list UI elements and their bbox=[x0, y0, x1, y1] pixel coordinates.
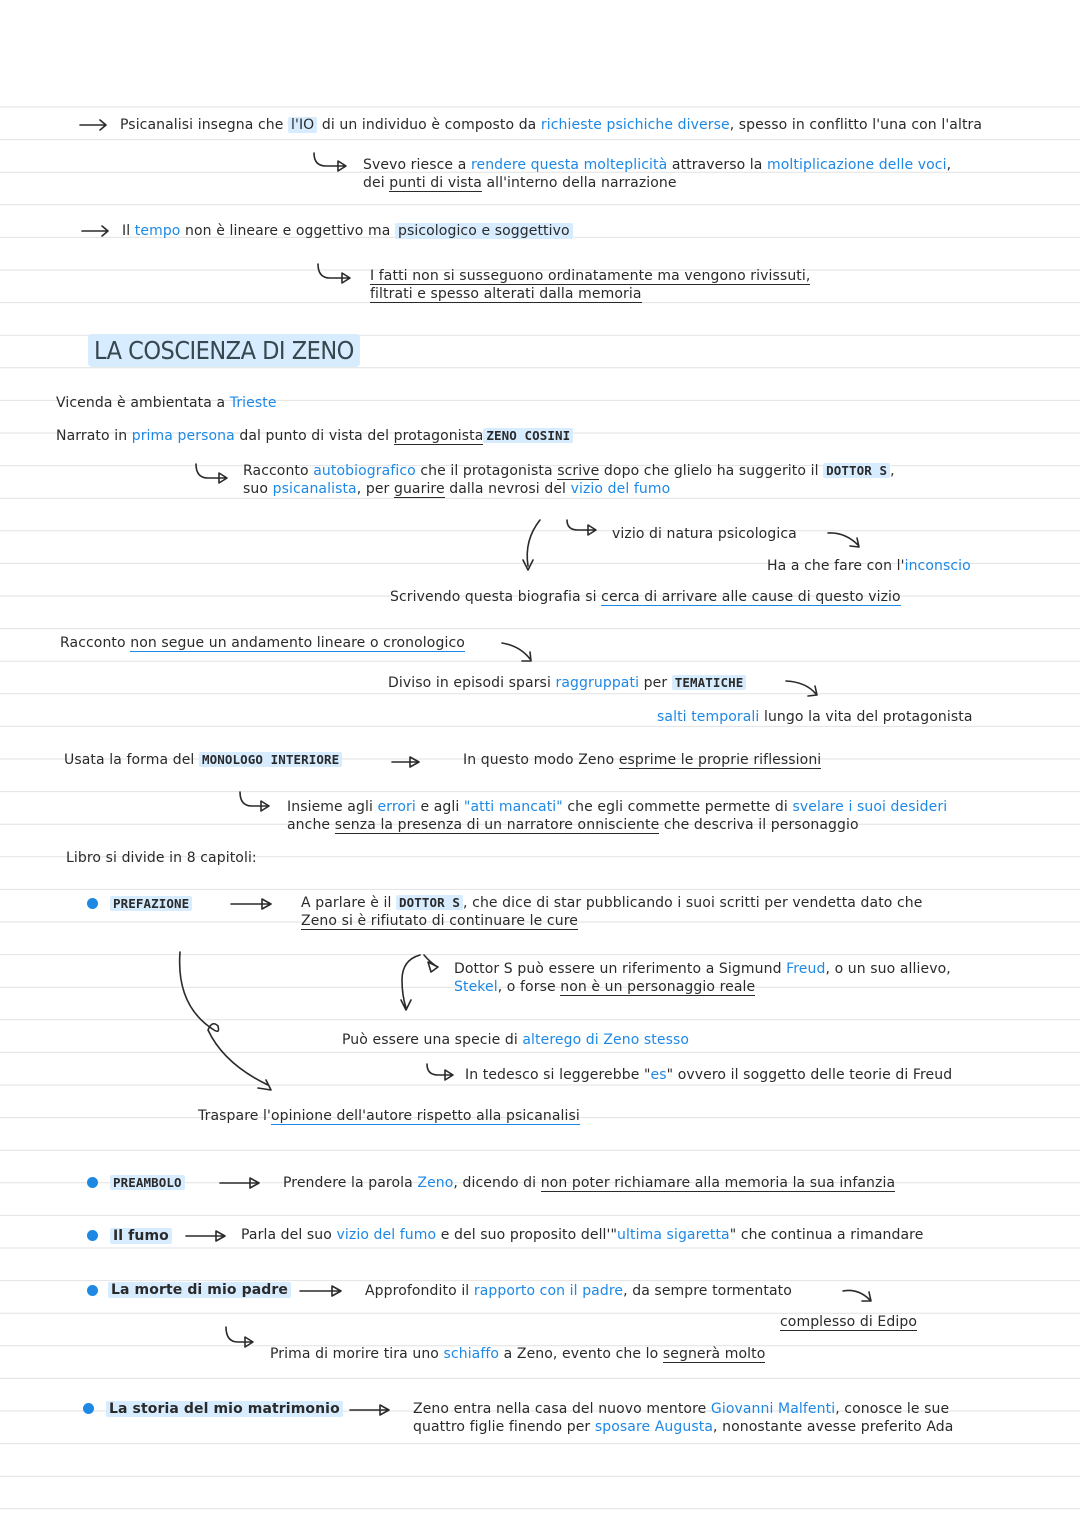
hook-arrow-icon bbox=[401, 955, 438, 1010]
line-racconto-auto: Racconto autobiografico che il protagonista scrive dopo che glielo ha suggerito il DOTTOR S , bbox=[243, 463, 895, 479]
arrow-icon bbox=[82, 226, 108, 236]
curve-arrow-icon bbox=[828, 533, 859, 547]
line-racconto-lineare: Racconto non segue un andamento lineare o cronologico bbox=[60, 635, 465, 651]
line-tempo: Il tempo non è lineare e oggettivo ma psicologico e soggettivo bbox=[122, 222, 573, 240]
hook-arrow-icon bbox=[318, 264, 350, 283]
line-prefazione-2: Zeno si è rifiutato di continuare le cure bbox=[301, 913, 578, 929]
page-title: LA COSCIENZA DI ZENO bbox=[88, 334, 360, 367]
hook-arrow-icon bbox=[240, 792, 269, 811]
line-narratore: anche senza la presenza di un narratore onnisciente che descriva il personaggio bbox=[287, 817, 859, 833]
line-monologo: Usata la forma del MONOLOGO INTERIORE bbox=[64, 751, 342, 769]
hook-arrow-icon bbox=[314, 153, 346, 171]
line-preambolo: Prendere la parola Zeno, dicendo di non poter richiamare alla memoria la sua infanzia bbox=[283, 1175, 896, 1191]
curve-arrow-icon bbox=[502, 643, 531, 661]
line-psicanalisi: Psicanalisi insegna che l'IO di un individuo è composto da richieste psichiche diverse, spesso in conflitto l'una con l'altra bbox=[120, 117, 983, 133]
line-errori: Insieme agli errori e agli "atti mancati" che egli commette permette di svelare i suoi desideri bbox=[287, 799, 948, 815]
line-svevo: Svevo riesce a rendere questa molteplicità attraverso la moltiplicazione delle voci, bbox=[363, 157, 952, 173]
chapter-preambolo: PREAMBOLO bbox=[110, 1174, 185, 1192]
line-dottor-s-1: Dottor S può essere un riferimento a Sigmund Freud, o un suo allievo, bbox=[454, 961, 951, 977]
line-filtrati: filtrati e spesso alterati dalla memoria bbox=[370, 286, 642, 302]
chapter-morte-padre: La morte di mio padre bbox=[108, 1281, 291, 1299]
curve-down-arrow-icon bbox=[523, 520, 540, 570]
line-traspare: Traspare l'opinione dell'autore rispetto alla psicanalisi bbox=[198, 1108, 580, 1124]
chapter-fumo: Il fumo bbox=[110, 1227, 172, 1245]
line-edipo: complesso di Edipo bbox=[780, 1314, 917, 1330]
chapter-matrimonio: La storia del mio matrimonio bbox=[106, 1400, 343, 1418]
line-prefazione-1: A parlare è il DOTTOR S , che dice di star pubblicando i suoi scritti per vendetta dato che bbox=[301, 895, 923, 911]
arrow-icon bbox=[300, 1286, 341, 1296]
curve-arrow-icon bbox=[843, 1290, 871, 1301]
arrow-icon bbox=[80, 120, 106, 130]
line-vicenda: Vicenda è ambientata a Trieste bbox=[56, 395, 277, 411]
bullet-icon bbox=[87, 1230, 98, 1241]
line-schiaffo: Prima di morire tira uno schiaffo a Zeno, evento che lo segnerà molto bbox=[270, 1346, 766, 1362]
line-matrimonio-2: quattro figlie finendo per sposare Augusta, nonostante avesse preferito Ada bbox=[413, 1419, 954, 1435]
arrow-icon bbox=[392, 757, 419, 767]
line-inconscio: Ha a che fare con l'inconscio bbox=[767, 558, 971, 574]
line-tedesco: In tedesco si leggerebbe "es" ovvero il soggetto delle teorie di Freud bbox=[465, 1067, 953, 1083]
line-fumo: Parla del suo vizio del fumo e del suo proposito dell'"ultima sigaretta" che continua a rimandare bbox=[241, 1227, 924, 1243]
line-diviso: Diviso in episodi sparsi raggruppati per TEMATICHE bbox=[388, 674, 746, 692]
bullet-icon bbox=[87, 898, 98, 909]
bullet-icon bbox=[87, 1177, 98, 1188]
hook-arrow-icon bbox=[567, 520, 596, 535]
line-vizio-natura: vizio di natura psicologica bbox=[612, 526, 797, 542]
arrow-icon bbox=[220, 1178, 259, 1188]
hook-arrow-icon bbox=[427, 1064, 453, 1080]
arrow-icon bbox=[350, 1405, 389, 1415]
line-psicanalista: suo psicanalista, per guarire dalla nevrosi del vizio del fumo bbox=[243, 481, 671, 497]
line-salti: salti temporali lungo la vita del protagonista bbox=[657, 709, 973, 725]
hook-arrow-icon bbox=[196, 464, 227, 483]
line-padre: Approfondito il rapporto con il padre, da sempre tormentato bbox=[365, 1283, 792, 1299]
line-scrivendo: Scrivendo questa biografia si cerca di arrivare alle cause di questo vizio bbox=[390, 589, 901, 605]
line-fatti: I fatti non si susseguono ordinatamente ma vengono rivissuti, bbox=[370, 268, 811, 284]
chapter-prefazione: PREFAZIONE bbox=[110, 895, 192, 913]
line-punti-vista: dei punti di vista all'interno della narrazione bbox=[363, 175, 677, 191]
curve-arrow-icon bbox=[786, 681, 817, 696]
line-matrimonio-1: Zeno entra nella casa del nuovo mentore Giovanni Malfenti, conosce le sue bbox=[413, 1401, 950, 1417]
line-narrato: Narrato in prima persona dal punto di vista del protagonista ZENO COSINI bbox=[56, 427, 573, 445]
line-capitoli: Libro si divide in 8 capitoli: bbox=[66, 850, 257, 866]
line-alterego: Può essere una specie di alterego di Zeno stesso bbox=[342, 1032, 690, 1048]
bullet-icon bbox=[83, 1403, 94, 1414]
curve-arrow-icon bbox=[180, 952, 271, 1090]
arrow-icon bbox=[231, 899, 271, 909]
hook-arrow-icon bbox=[226, 1327, 253, 1347]
arrow-icon bbox=[186, 1231, 225, 1241]
bullet-icon bbox=[87, 1285, 98, 1296]
line-esprime: In questo modo Zeno esprime le proprie riflessioni bbox=[463, 752, 822, 768]
line-dottor-s-2: Stekel, o forse non è un personaggio reale bbox=[454, 979, 756, 995]
